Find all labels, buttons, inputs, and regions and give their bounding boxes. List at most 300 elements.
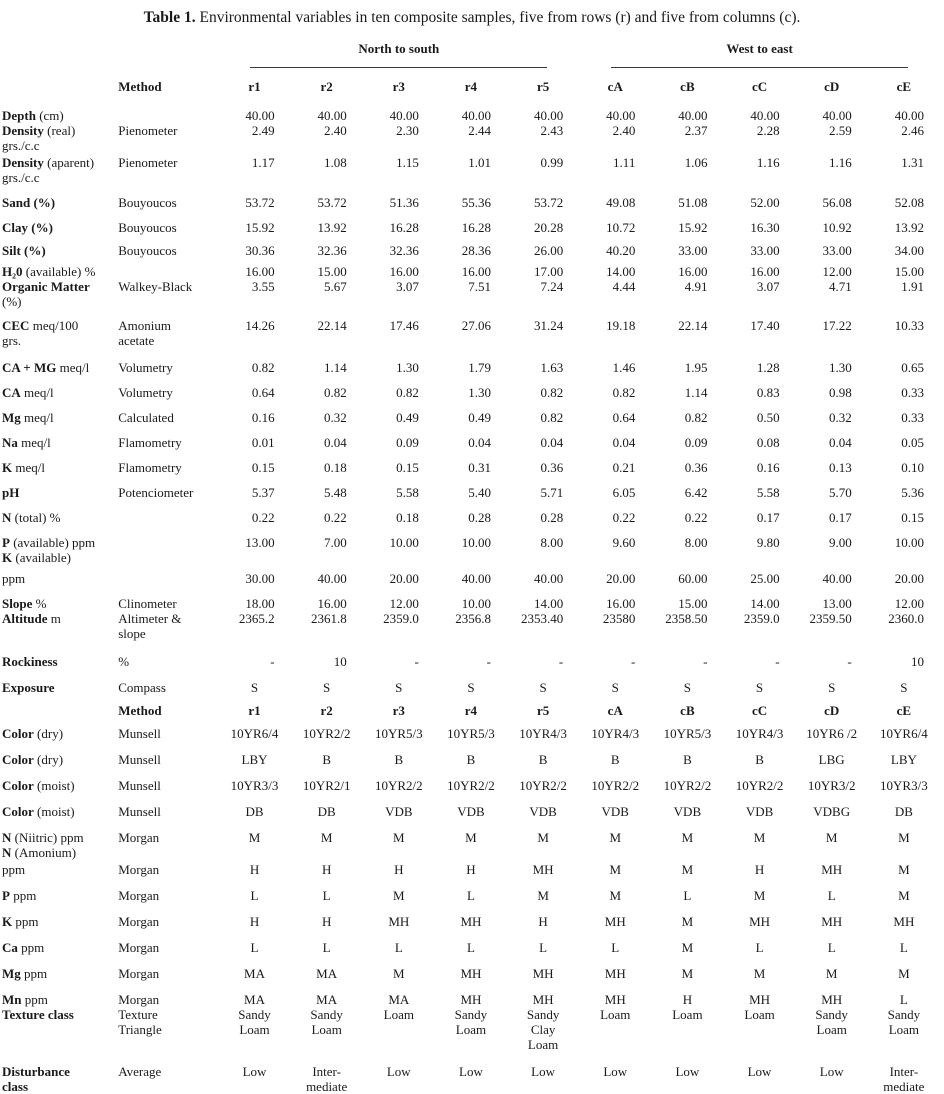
value-cell: 10.33 [894, 318, 924, 333]
value-cell: 40.00 [894, 108, 924, 123]
value-cell: MA [388, 992, 410, 1007]
value-cell: 10YR2/2 [663, 778, 712, 793]
variable-label: N (total) % [2, 510, 61, 525]
value-cell: MA [244, 992, 265, 1007]
value-cell: 0.31 [468, 460, 491, 475]
method-cell: % [118, 654, 130, 669]
sample-column-header: r1 [248, 703, 261, 718]
table-row [2, 955, 940, 981]
value-cell: - [775, 654, 780, 669]
sample-column-header: cE [896, 79, 912, 94]
table-row [2, 475, 940, 500]
value-cell: 0.10 [901, 460, 924, 475]
value-cell: 19.18 [606, 318, 636, 333]
value-cell: 0.04 [540, 435, 564, 450]
table-row [2, 425, 940, 450]
value-cell: 10 [333, 654, 347, 669]
value-cell: 0.16 [756, 460, 780, 475]
value-cell: H [321, 914, 332, 929]
value-cell: MH [604, 966, 626, 981]
value-cell: 10YR5/3 [447, 726, 495, 741]
value-cell: 0.18 [396, 510, 419, 525]
value-cell: Sandy Loam [887, 1007, 921, 1037]
value-cell: 2.37 [684, 123, 708, 138]
variable-label: Ca ppm [2, 940, 45, 955]
table-row [2, 102, 940, 123]
value-cell: 9.00 [829, 535, 852, 550]
value-cell: 17.00 [533, 264, 564, 279]
value-cell: B [610, 752, 620, 767]
value-cell: S [323, 680, 331, 695]
value-cell: DB [245, 804, 264, 819]
value-cell: M [393, 830, 405, 845]
value-cell: 15.00 [317, 264, 347, 279]
value-cell: 0.22 [251, 510, 275, 525]
value-cell: 20.00 [606, 571, 636, 586]
value-cell: 10YR3/3 [230, 778, 279, 793]
value-cell: 2.43 [540, 123, 564, 138]
value-cell: Low [603, 1064, 628, 1079]
value-cell: 5.71 [540, 485, 564, 500]
value-cell: 5.67 [323, 279, 347, 294]
value-cell: 0.18 [323, 460, 347, 475]
value-cell: 40.00 [389, 108, 419, 123]
table-row [2, 153, 940, 185]
value-cell: M [609, 888, 622, 903]
value-cell: H [321, 862, 332, 877]
method-cell: Texture Triangle [118, 1007, 162, 1037]
value-cell: M [320, 830, 333, 845]
value-cell: 0.09 [684, 435, 708, 450]
table-caption [2, 8, 942, 27]
value-cell: Inter- mediate [883, 1064, 925, 1094]
value-cell: 0.64 [251, 385, 275, 400]
value-cell: 0.82 [251, 360, 275, 375]
value-cell: 16.00 [678, 264, 708, 279]
value-cell: MH [821, 862, 843, 877]
value-cell: 60.00 [678, 571, 708, 586]
sample-column-header: cC [751, 79, 768, 94]
value-cell: MH [749, 992, 771, 1007]
value-cell: 40.00 [461, 108, 491, 123]
method-cell: Flamometry [118, 460, 182, 475]
method-cell: Bouyoucos [118, 195, 177, 210]
value-cell: M [753, 888, 766, 903]
value-cell: 5.70 [829, 485, 852, 500]
value-cell: 16.28 [461, 220, 491, 235]
table-row [2, 235, 940, 258]
value-cell: 14.26 [245, 318, 275, 333]
value-cell: 22.14 [678, 318, 708, 333]
value-cell: VDB [385, 804, 413, 819]
value-cell: 0.05 [901, 435, 924, 450]
table-row [2, 877, 940, 903]
value-cell: 16.30 [750, 220, 780, 235]
value-cell: 0.82 [612, 385, 636, 400]
value-cell: M [465, 830, 477, 845]
value-cell: Sandy Loam [238, 1007, 271, 1037]
method-cell [118, 525, 218, 565]
value-cell: 53.72 [533, 195, 564, 210]
value-cell: 0.82 [396, 385, 419, 400]
variable-label: Na meq/l [2, 435, 51, 450]
value-cell: 0.13 [829, 460, 852, 475]
variable-label: Mg meq/l [2, 410, 54, 425]
value-cell: 15.00 [894, 264, 924, 279]
sample-column-header: cE [896, 703, 912, 718]
value-cell: 52.00 [750, 195, 780, 210]
method-cell [118, 258, 218, 279]
table-row [2, 210, 940, 235]
variable-label: Texture class [2, 1007, 74, 1022]
variable-label: CA meq/l [2, 385, 54, 400]
value-cell: B [538, 752, 548, 767]
value-cell: L [755, 940, 764, 955]
method-column-header: Method [118, 79, 162, 94]
variable-label: Clay (%) [2, 220, 53, 235]
table-row [2, 348, 940, 375]
value-cell: L [322, 940, 331, 955]
value-cell: 40.00 [461, 571, 491, 586]
value-cell: 10.72 [606, 220, 636, 235]
value-cell: M [681, 940, 694, 955]
value-cell: 10.00 [461, 596, 491, 611]
value-cell: Loam [600, 1007, 631, 1022]
variable-label: Color (moist) [2, 804, 75, 819]
value-cell: - [414, 654, 419, 669]
sample-column-header: r5 [536, 703, 550, 718]
value-cell: DB [894, 804, 913, 819]
table-row [2, 903, 940, 929]
variable-label: CA + MG meq/l [2, 360, 90, 375]
value-cell: S [467, 680, 475, 695]
value-cell: H [249, 862, 260, 877]
value-cell: 0.17 [829, 510, 852, 525]
value-cell: L [899, 940, 908, 955]
value-cell: M [825, 966, 838, 981]
value-cell: MH [749, 914, 771, 929]
value-cell: 3.07 [396, 279, 419, 294]
method-cell: Flamometry [118, 435, 182, 450]
value-cell: 32.36 [389, 243, 419, 258]
variable-label: K meq/l [2, 460, 45, 475]
table-row [2, 929, 940, 955]
value-cell: 27.06 [461, 318, 491, 333]
value-cell: 10YR2/2 [447, 778, 495, 793]
value-cell: MH [893, 914, 915, 929]
value-cell: 16.00 [750, 264, 780, 279]
value-cell: 0.04 [829, 435, 852, 450]
variable-label: Mg ppm [2, 966, 48, 981]
value-cell: L [250, 940, 259, 955]
method-cell: Munsell [118, 752, 161, 767]
value-cell: 8.00 [540, 535, 564, 550]
value-cell: L [466, 888, 475, 903]
method-cell: Pienometer [118, 155, 178, 170]
value-cell: L [322, 888, 331, 903]
variable-label: Mn ppm [2, 992, 48, 1007]
value-cell: 16.00 [317, 596, 347, 611]
value-cell: L [394, 940, 403, 955]
table-row [2, 565, 940, 586]
method-cell: Calculated [118, 410, 174, 425]
value-cell: 0.15 [396, 460, 419, 475]
value-cell: 0.82 [540, 410, 564, 425]
value-cell: 0.64 [612, 410, 636, 425]
variable-label: Rockiness [2, 654, 58, 669]
sample-column-header: cB [680, 703, 695, 718]
method-cell [118, 500, 218, 525]
value-cell: MH [532, 862, 554, 877]
table-row [2, 669, 940, 695]
table-row [2, 500, 940, 525]
sample-column-header: r5 [536, 79, 550, 94]
value-cell: S [755, 680, 764, 695]
sample-column-header: r3 [392, 79, 405, 94]
variable-label: Color (moist) [2, 778, 75, 793]
value-cell: B [394, 752, 404, 767]
value-cell: LBY [241, 752, 268, 767]
value-cell: 2.44 [468, 123, 491, 138]
group-header-row [2, 37, 940, 58]
value-cell: 1.14 [684, 385, 708, 400]
value-cell: 33.00 [822, 243, 852, 258]
value-cell: 40.00 [750, 108, 780, 123]
value-cell: 0.82 [540, 385, 564, 400]
method-cell: Potenciometer [118, 485, 194, 500]
method-cell: Morgan [118, 862, 160, 877]
value-cell: 12.00 [822, 264, 852, 279]
value-cell: 30.00 [245, 571, 275, 586]
value-cell: 0.32 [323, 410, 347, 425]
value-cell: 10YR2/1 [302, 778, 351, 793]
value-cell: M [609, 830, 622, 845]
value-cell: 17.40 [750, 318, 780, 333]
value-cell: 40.00 [606, 108, 636, 123]
value-cell: 0.21 [612, 460, 636, 475]
value-cell: 0.22 [684, 510, 708, 525]
value-cell: 2.28 [756, 123, 780, 138]
value-cell: 20.28 [533, 220, 564, 235]
value-cell: 0.98 [829, 385, 852, 400]
value-cell: VDB [745, 804, 774, 819]
value-cell: 1.79 [468, 360, 491, 375]
value-cell: 10YR2/2 [302, 726, 351, 741]
value-cell: 2359.0 [743, 611, 780, 626]
value-cell: MH [388, 914, 410, 929]
value-cell: Sandy Loam [815, 1007, 848, 1037]
sample-column-header: r4 [464, 703, 478, 718]
value-cell: 0.16 [251, 410, 275, 425]
table-body [2, 70, 940, 1094]
value-cell: 10.00 [894, 535, 924, 550]
method-cell: Clinometer [118, 596, 177, 611]
column-header-row [2, 70, 940, 102]
value-cell: 13.92 [894, 220, 924, 235]
value-cell: Loam [383, 1007, 414, 1022]
value-cell: 1.11 [613, 155, 636, 170]
variable-label: Organic Matter (%) [2, 279, 90, 309]
table-row [2, 258, 940, 279]
value-cell: 10YR2/2 [735, 778, 784, 793]
value-cell: H [249, 914, 260, 929]
value-cell: 10.00 [461, 535, 491, 550]
table-row [2, 279, 940, 309]
value-cell: MH [532, 966, 554, 981]
value-cell: M [681, 830, 694, 845]
value-cell: 10YR6/4 [230, 726, 279, 741]
value-cell: Low [459, 1064, 483, 1079]
value-cell: 2356.8 [455, 611, 491, 626]
group-header-north-to-south: North to south [358, 41, 440, 56]
value-cell: 1.14 [323, 360, 347, 375]
value-cell: 49.08 [606, 195, 636, 210]
value-cell: 51.08 [678, 195, 708, 210]
table-row [2, 185, 940, 210]
value-cell: 0.99 [540, 155, 564, 170]
value-cell: H [466, 862, 476, 877]
value-cell: 13.92 [317, 220, 347, 235]
value-cell: MH [532, 992, 554, 1007]
value-cell: 3.55 [251, 279, 275, 294]
table-row [2, 981, 940, 1007]
value-cell: 10.92 [822, 220, 852, 235]
sample-column-header: cA [607, 79, 623, 94]
method-cell: Bouyoucos [118, 243, 177, 258]
value-cell: 1.08 [323, 155, 347, 170]
value-cell: Low [242, 1064, 267, 1079]
variable-label: Density (real) grs./c.c [2, 123, 76, 153]
value-cell: 0.33 [901, 410, 924, 425]
value-cell: 40.00 [317, 108, 347, 123]
value-cell: 0.82 [323, 385, 347, 400]
variable-label: Depth (cm) [2, 108, 64, 123]
variable-label: Exposure [2, 680, 55, 695]
value-cell: 31.24 [533, 318, 564, 333]
value-cell: 2.46 [901, 123, 924, 138]
table-row [2, 123, 940, 153]
value-cell: Sandy Loam [454, 1007, 488, 1037]
table-row [2, 641, 940, 669]
sample-column-header: r1 [248, 79, 261, 94]
value-cell: 0.04 [612, 435, 636, 450]
value-cell: 16.00 [606, 596, 636, 611]
method-cell: Volumetry [118, 360, 173, 375]
table-row [2, 1052, 940, 1094]
table-head [2, 37, 940, 70]
value-cell: M [825, 830, 838, 845]
value-cell: Sandy Clay Loam [526, 1007, 560, 1052]
method-cell: Walkey-Black [118, 279, 193, 294]
value-cell: 1.16 [756, 155, 780, 170]
value-cell: 0.65 [901, 360, 924, 375]
method-cell: Morgan [118, 992, 160, 1007]
value-cell: LBY [890, 752, 917, 767]
value-cell: 17.22 [822, 318, 852, 333]
value-cell: MH [460, 966, 482, 981]
sample-column-header: r2 [320, 703, 333, 718]
value-cell: 16.00 [389, 264, 419, 279]
value-cell: 0.49 [396, 410, 419, 425]
value-cell: L [466, 940, 475, 955]
value-cell: L [899, 992, 908, 1007]
variable-label: pH [2, 485, 20, 500]
value-cell: 51.36 [389, 195, 419, 210]
value-cell: 1.95 [684, 360, 708, 375]
value-cell: Loam [744, 1007, 775, 1022]
value-cell: M [898, 830, 910, 845]
value-cell: B [683, 752, 692, 767]
value-cell: 1.01 [468, 155, 491, 170]
value-cell: LBG [818, 752, 845, 767]
value-cell: 15.00 [678, 596, 708, 611]
value-cell: 12.00 [894, 596, 924, 611]
value-cell: S [539, 680, 547, 695]
value-cell: MH [821, 914, 843, 929]
value-cell: 10YR5/3 [374, 726, 423, 741]
value-cell: 53.72 [245, 195, 275, 210]
value-cell: M [681, 862, 694, 877]
value-cell: 32.36 [317, 243, 347, 258]
value-cell: 15.92 [678, 220, 708, 235]
value-cell: MA [244, 966, 265, 981]
value-cell: 0.50 [756, 410, 780, 425]
value-cell: M [537, 888, 549, 903]
value-cell: 25.00 [750, 571, 780, 586]
value-cell: 2360.0 [888, 611, 924, 626]
variable-label: Color (dry) [2, 726, 64, 741]
value-cell: 2.49 [251, 123, 275, 138]
value-cell: MH [604, 914, 626, 929]
value-cell: 5.58 [756, 485, 780, 500]
value-cell: MH [460, 914, 482, 929]
sample-column-header: r2 [320, 79, 333, 94]
table-row [2, 375, 940, 400]
variable-label: Disturbance class [2, 1064, 70, 1094]
group-divider-row [2, 58, 940, 70]
value-cell: 26.00 [533, 243, 564, 258]
value-cell: 10YR3/2 [807, 778, 856, 793]
variable-label: Color (dry) [2, 752, 64, 767]
value-cell: VDB [529, 804, 557, 819]
value-cell: H [682, 992, 693, 1007]
value-cell: S [828, 680, 836, 695]
value-cell: 10.00 [389, 535, 419, 550]
value-cell: 8.00 [684, 535, 708, 550]
method-cell: Munsell [118, 804, 161, 819]
group-header-west-to-east: West to east [726, 41, 793, 56]
value-cell: 10YR4/3 [591, 726, 640, 741]
value-cell: B [755, 752, 764, 767]
value-cell: 1.91 [901, 279, 924, 294]
value-cell: DB [317, 804, 336, 819]
value-cell: 2.40 [323, 123, 347, 138]
value-cell: VDB [601, 804, 629, 819]
value-cell: M [537, 830, 549, 845]
table-caption-text: Environmental variables in ten composite samples, five from rows (r) and five from columns (c). [195, 9, 801, 26]
value-cell: H [754, 862, 765, 877]
method-cell: Bouyoucos [118, 220, 177, 235]
value-cell: 33.00 [750, 243, 780, 258]
value-cell: M [393, 966, 405, 981]
value-cell: 5.40 [468, 485, 491, 500]
value-cell: B [322, 752, 331, 767]
value-cell: M [681, 914, 694, 929]
value-cell: 0.36 [540, 460, 564, 475]
value-cell: 10YR5/3 [663, 726, 712, 741]
value-cell: 10YR3/3 [880, 778, 928, 793]
variable-label: CEC meq/100 grs. [2, 318, 79, 348]
